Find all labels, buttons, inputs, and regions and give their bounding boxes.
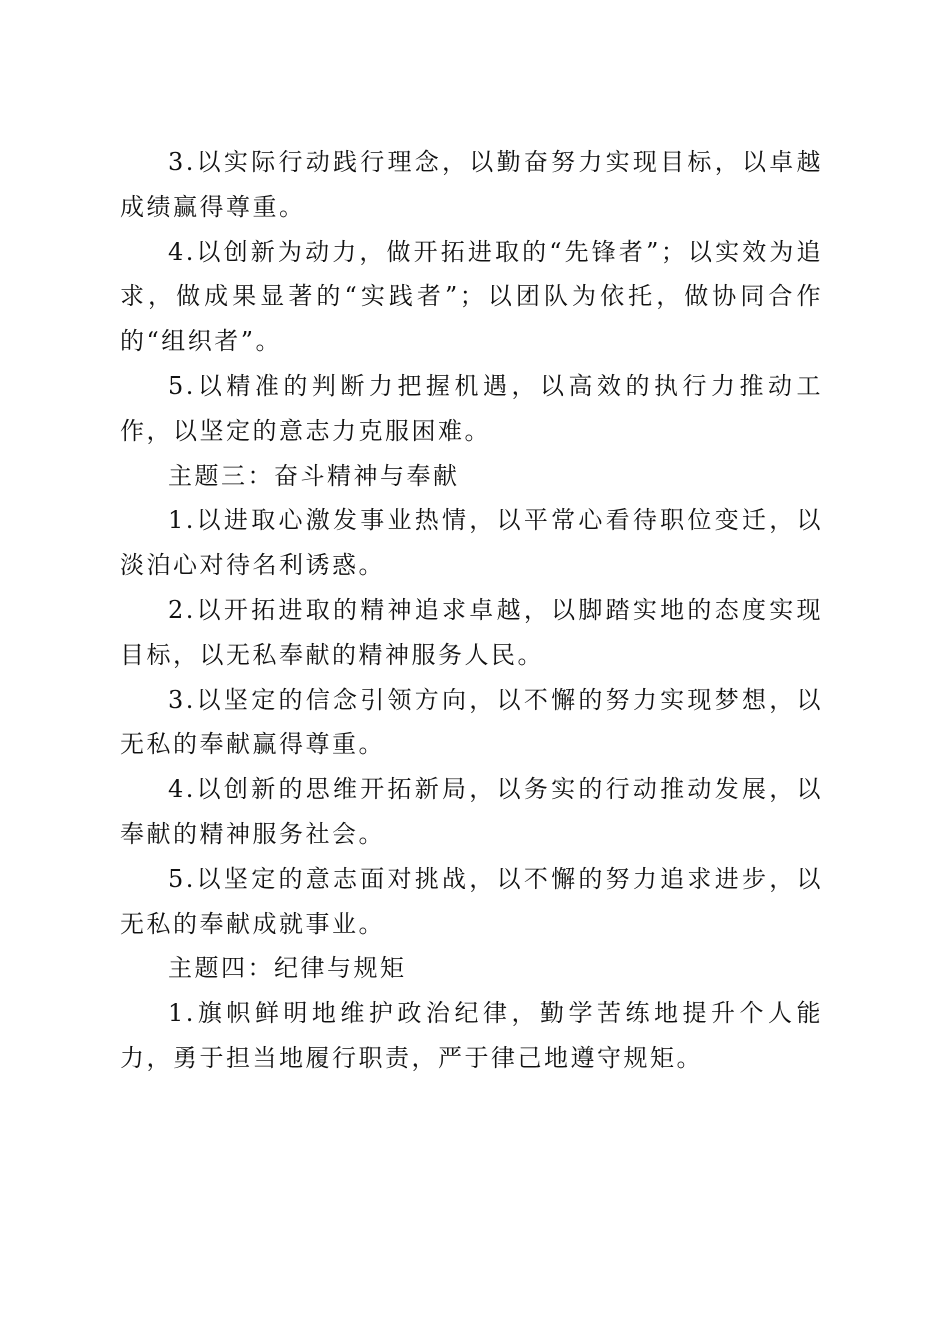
paragraph-theme2-item5: 5.以精准的判断力把握机遇，以高效的执行力推动工作，以坚定的意志力克服困难。 xyxy=(120,371,823,445)
paragraph-theme2-item4: 4.以创新为动力，做开拓进取的“先锋者”；以实效为追求，做成果显著的“实践者”；以团队为依托，做协同合作的“组织者”。 xyxy=(120,237,823,356)
paragraph-theme4-item1: 1.旗帜鲜明地维护政治纪律，勤学苦练地提升个人能力，勇于担当地履行职责，严于律己地遵守规矩。 xyxy=(120,999,823,1072)
paragraph-theme3-item2: 2.以开拓进取的精神追求卓越，以脚踏实地的态度实现目标，以无私奉献的精神服务人民。 xyxy=(120,595,823,669)
section-heading-theme4: 主题四：纪律与规矩 xyxy=(168,954,407,983)
paragraph-theme3-item5: 5.以坚定的意志面对挑战，以不懈的努力追求进步，以无私的奉献成就事业。 xyxy=(120,864,823,938)
section-heading-theme3: 主题三：奋斗精神与奉献 xyxy=(168,461,460,490)
paragraph-theme3-item3: 3.以坚定的信念引领方向，以不懈的努力实现梦想，以无私的奉献赢得尊重。 xyxy=(120,685,823,759)
paragraph-theme2-item3: 3.以实际行动践行理念，以勤奋努力实现目标，以卓越成绩赢得尊重。 xyxy=(120,148,823,221)
paragraph-theme3-item1: 1.以进取心激发事业热情，以平常心看待职位变迁，以淡泊心对待名利诱惑。 xyxy=(120,506,823,580)
document-page xyxy=(120,140,823,1081)
paragraph-theme3-item4: 4.以创新的思维开拓新局，以务实的行动推动发展，以奉献的精神服务社会。 xyxy=(120,775,823,848)
